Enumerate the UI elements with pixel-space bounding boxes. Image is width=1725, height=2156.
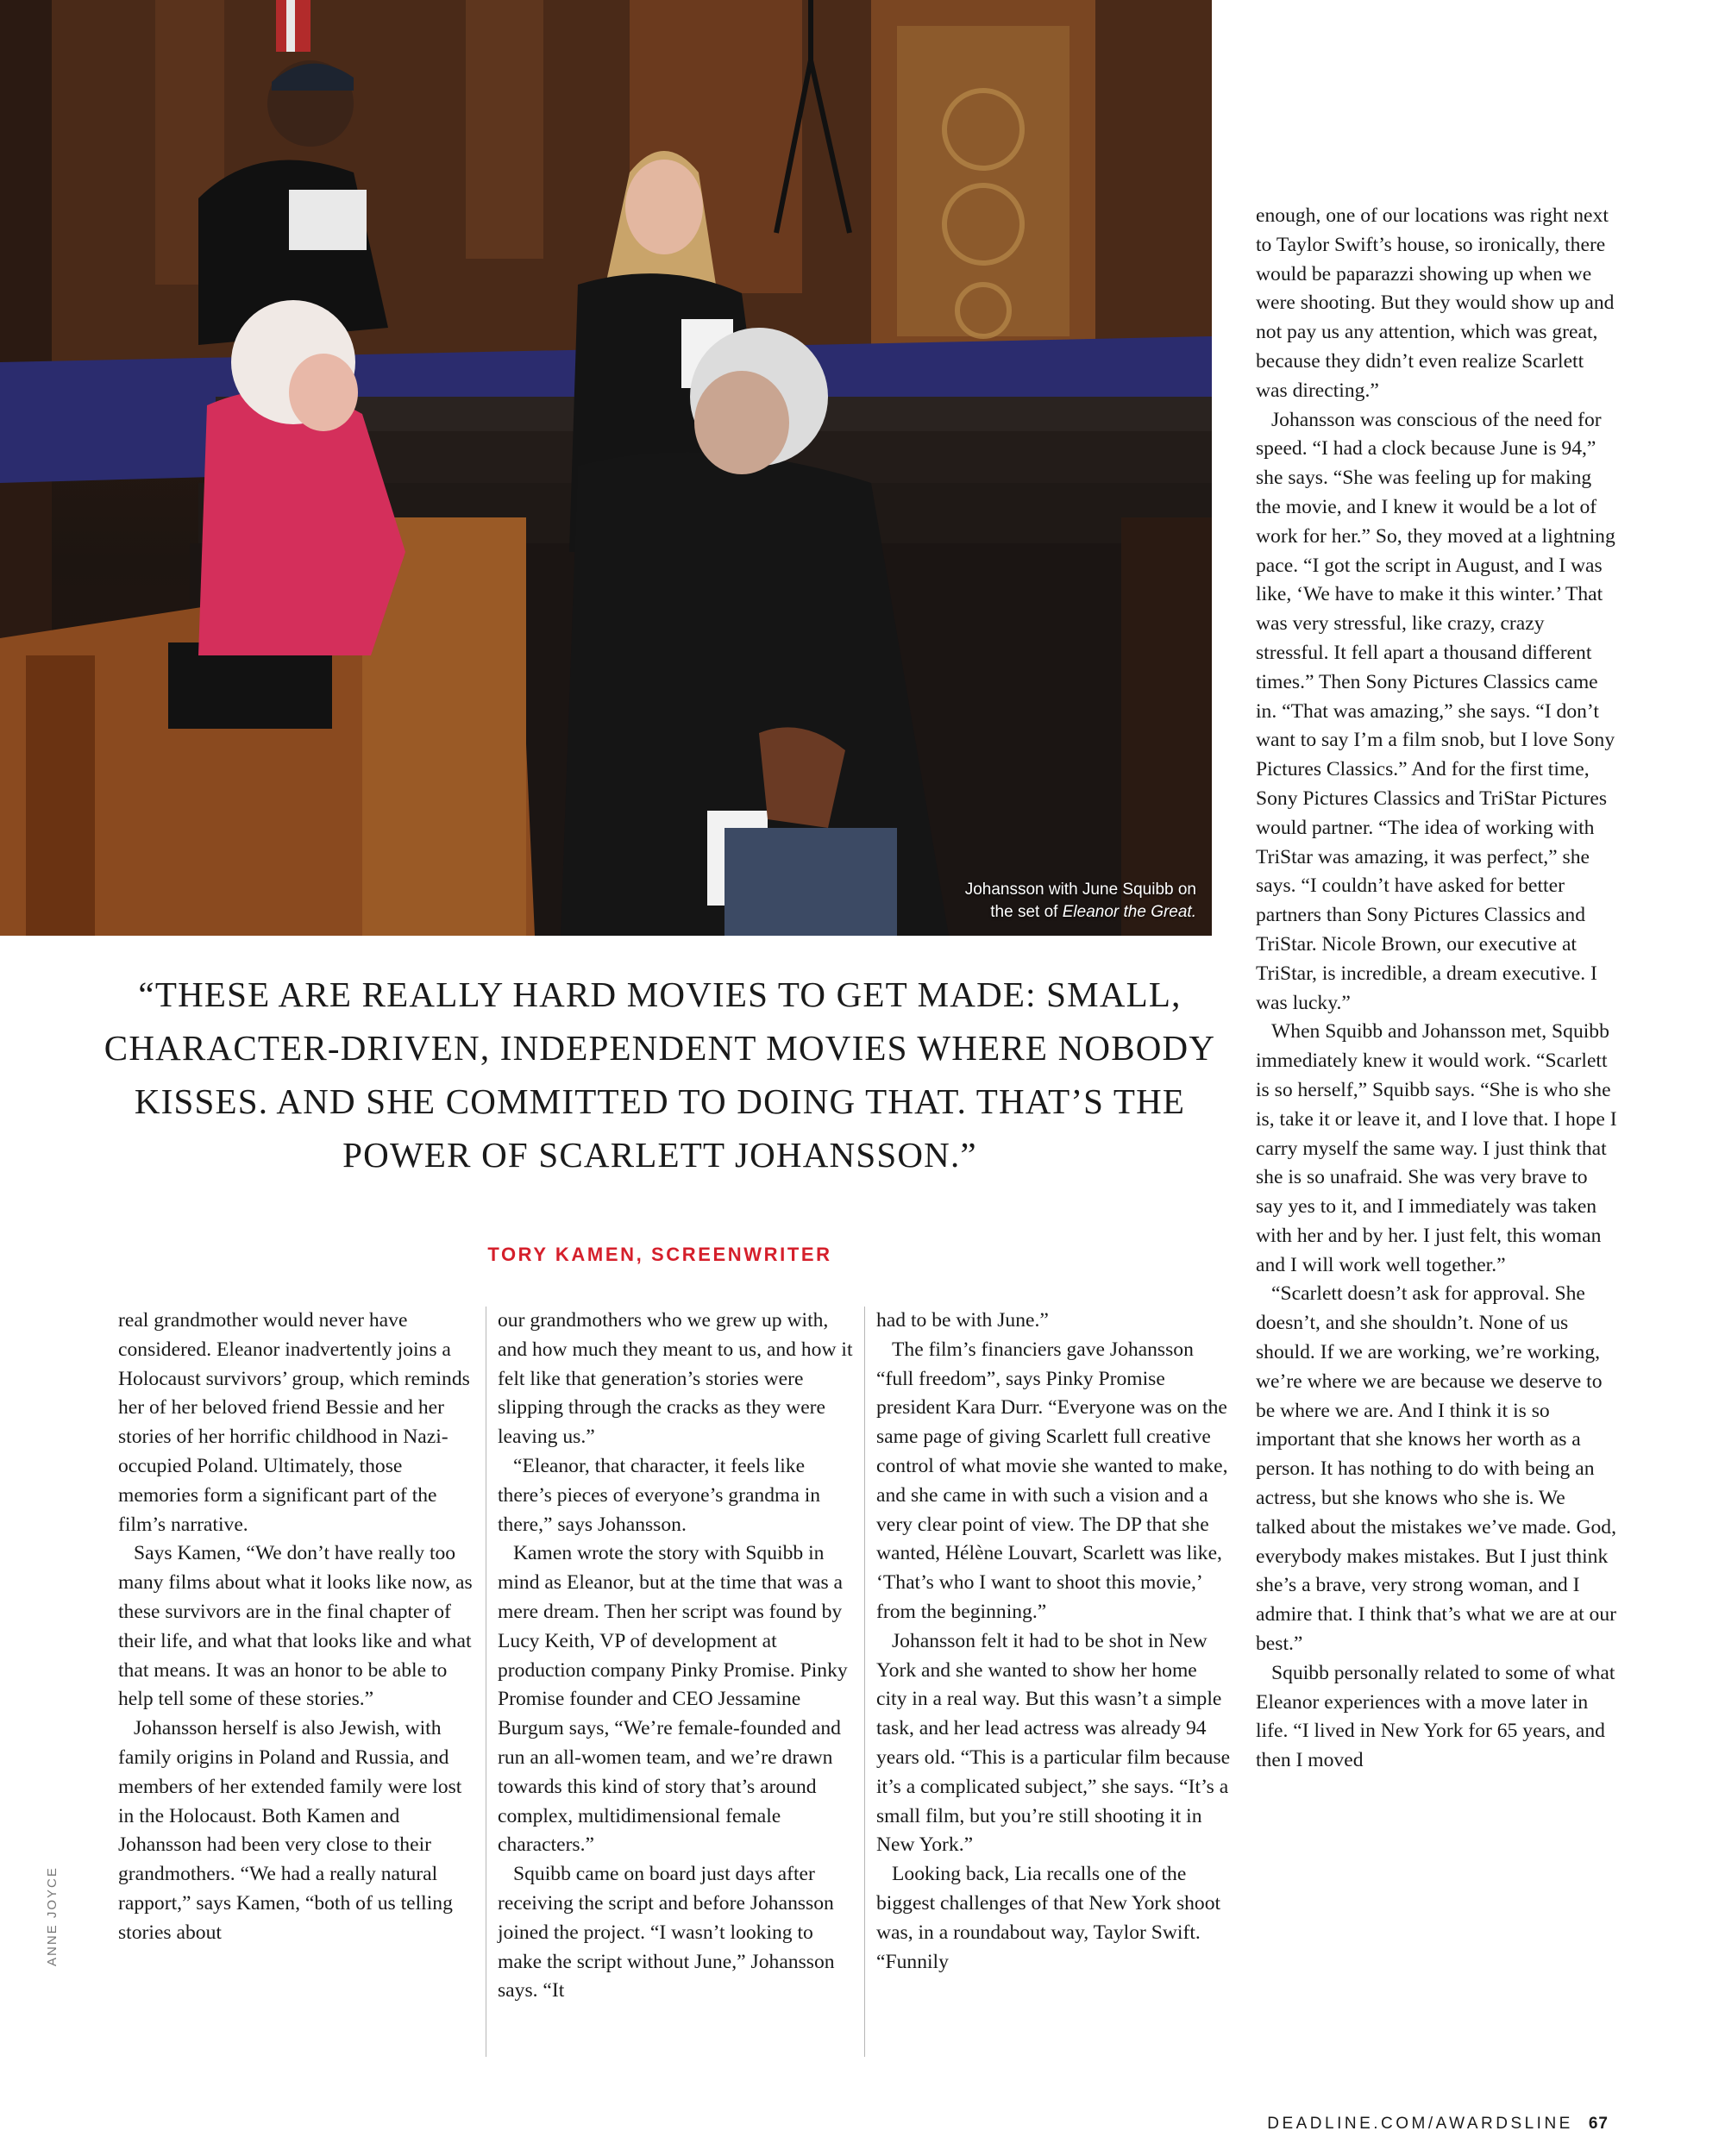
- paragraph: our grandmothers who we grew up with, and how much they meant to us, and how it felt like that generation’s stories were slipping through the cracks as they were leaving us.”: [498, 1309, 853, 1449]
- paragraph: enough, one of our locations was right next to Taylor Swift’s house, so ironically, there would be paparazzi showing up when we were shooting. But they would show up and not pay us any attention, which was great, because they didn’t even realize Scarlett was directing.”: [1256, 204, 1615, 402]
- caption-prefix: the set of: [990, 903, 1058, 921]
- article-column-1: [118, 1307, 474, 1948]
- paragraph: When Squibb and Johansson met, Squibb immediately knew it would work. “Scarlett is so herself,” Squibb says. “She is who she is, take it or leave it, and I love that. I hope I carry myself the same way. I just think that she is so unafraid. She was very brave to say yes to it, and I immediately was taken with her and by her. I just felt, this woman and I will work well together.”: [1256, 1020, 1617, 1276]
- paragraph: The film’s financiers gave Johansson “full freedom”, says Pinky Promise president Kara Durr. “Everyone was on the same page of giving Scarlett full creative control of what movie she wanted to make, and she came in with such a vision and a very clear point of view. The DP that she wanted, Hélène Louvart, Scarlett was like, ‘That’s who I want to shoot this movie,’ from the beginning.”: [876, 1338, 1228, 1623]
- column-rule: [864, 1307, 865, 2057]
- paragraph: Squibb came on board just days after receiving the script and before Johansson joined the project. “I wasn’t looking to make the script without June,” Johansson says. “It: [498, 1863, 835, 2002]
- paragraph: Johansson was conscious of the need for speed. “I had a clock because June is 94,” she says. “She was feeling up for making the movie, and I knew it would be a lot of work for her.” So, they moved at a lightning pace. “I got the script in August, and I was like, ‘We have to make it this winter.’ That was very stressful, like crazy, crazy stressful. It fell apart a thousand different times.” Then Sony Pictures Classics came in. “That was amazing,” she says. “I don’t want to say I’m a film snob, but I love Sony Pictures Classics.” And for the first time, Sony Pictures Classics and TriStar Pictures would partner. “The idea of working with TriStar was amazing, it was perfect,” she says. “I couldn’t have asked for better partners than Sony Pictures Classics and TriStar. Nicole Brown, our executive at TriStar, is incredible, a dream executive. I was lucky.”: [1256, 408, 1615, 1014]
- article-column-2: [498, 1307, 853, 2006]
- page-footer: [1267, 2115, 1609, 2134]
- paragraph: had to be with June.”: [876, 1309, 1049, 1332]
- footer-url[interactable]: DEADLINE.COM/AWARDSLINE: [1267, 2115, 1573, 2133]
- paragraph: Johansson herself is also Jewish, with family origins in Poland and Russia, and members of her extended family were lost in the Holocaust. Both Kamen and Johansson had been very close to their grandmothers. “We had a really natural rapport,” says Kamen, “both of us telling stories about: [118, 1717, 462, 1944]
- paragraph: Squibb personally related to some of what Eleanor experiences with a move later in life. “I lived in New York for 65 years, and then I moved: [1256, 1661, 1615, 1772]
- pull-quote-attribution: TORY KAMEN, SCREENWRITER: [487, 1244, 832, 1265]
- pull-quote: “THESE ARE REALLY HARD MOVIES TO GET MADE: SMALL, CHARACTER-DRIVEN, INDEPENDENT MOVIES WHERE NOBODY KISSES. AND SHE COMMITTED TO DOING THAT. THAT’S THE POWER OF SCARLETT JOHANSSON.”: [104, 975, 1216, 1175]
- photo-caption: [748, 879, 1196, 924]
- caption-line-2: [748, 901, 1196, 924]
- caption-line-1: Johansson with June Squibb on: [964, 881, 1196, 899]
- page-number: 67: [1588, 2115, 1609, 2133]
- paragraph: Kamen wrote the story with Squibb in mind as Eleanor, but at the time that was a mere dream. Then her script was found by Lucy Keith, VP of development at production company Pinky Promise. Pinky Promise founder and CEO Jessamine Burgum says, “We’re female-founded and run an all-women team, and we’re drawn towards this kind of story that’s around complex, multidimensional female characters.”: [498, 1542, 848, 1857]
- caption-film-title: Eleanor the Great.: [1062, 903, 1196, 921]
- paragraph: Says Kamen, “We don’t have really too many films about what it looks like now, as these survivors are in the final chapter of their life, and what that looks like and what that means. It was an honor to be able to help tell some of these stories.”: [118, 1542, 473, 1711]
- article-column-3: [876, 1307, 1232, 1977]
- hero-photo: [0, 0, 1212, 936]
- paragraph: Looking back, Lia recalls one of the biggest challenges of that New York shoot was, in a roundabout way, Taylor Swift. “Funnily: [876, 1863, 1221, 1973]
- paragraph: Johansson felt it had to be shot in New York and she wanted to show her home city in a real way. But this wasn’t a simple task, and her lead actress was already 94 years old. “This is a particular film because it’s a complicated subject,” she says. “It’s a small film, but you’re still shooting it in New York.”: [876, 1629, 1231, 1857]
- article-column-4: [1256, 202, 1618, 1776]
- photo-credit: [45, 1863, 62, 1966]
- paragraph: real grandmother would never have considered. Eleanor inadvertently joins a Holocaust survivors’ group, which reminds her of her beloved friend Bessie and her stories of her horrific childhood in Nazi-occupied Poland. Ultimately, those memories form a significant part of the film’s narrative.: [118, 1309, 470, 1536]
- photo-credit-text: ANNE JOYCE: [45, 1866, 60, 1966]
- paragraph: “Scarlett doesn’t ask for approval. She doesn’t, and she shouldn’t. None of us should. If we are working, we’re working, we’re where we are because we deserve to be where we are. And I think it is so important that she knows her worth as a person. It has nothing to do with being an actress, but she knows who she is. We talked about the mistakes we’ve made. God, everybody makes mistakes. But I just think she’s a brave, very strong woman, and I admire that. I think that’s what we are at our best.”: [1256, 1282, 1617, 1656]
- paragraph: “Eleanor, that character, it feels like there’s pieces of everyone’s grandma in there,” says Johansson.: [498, 1454, 821, 1536]
- photo-illustration: [0, 0, 1212, 936]
